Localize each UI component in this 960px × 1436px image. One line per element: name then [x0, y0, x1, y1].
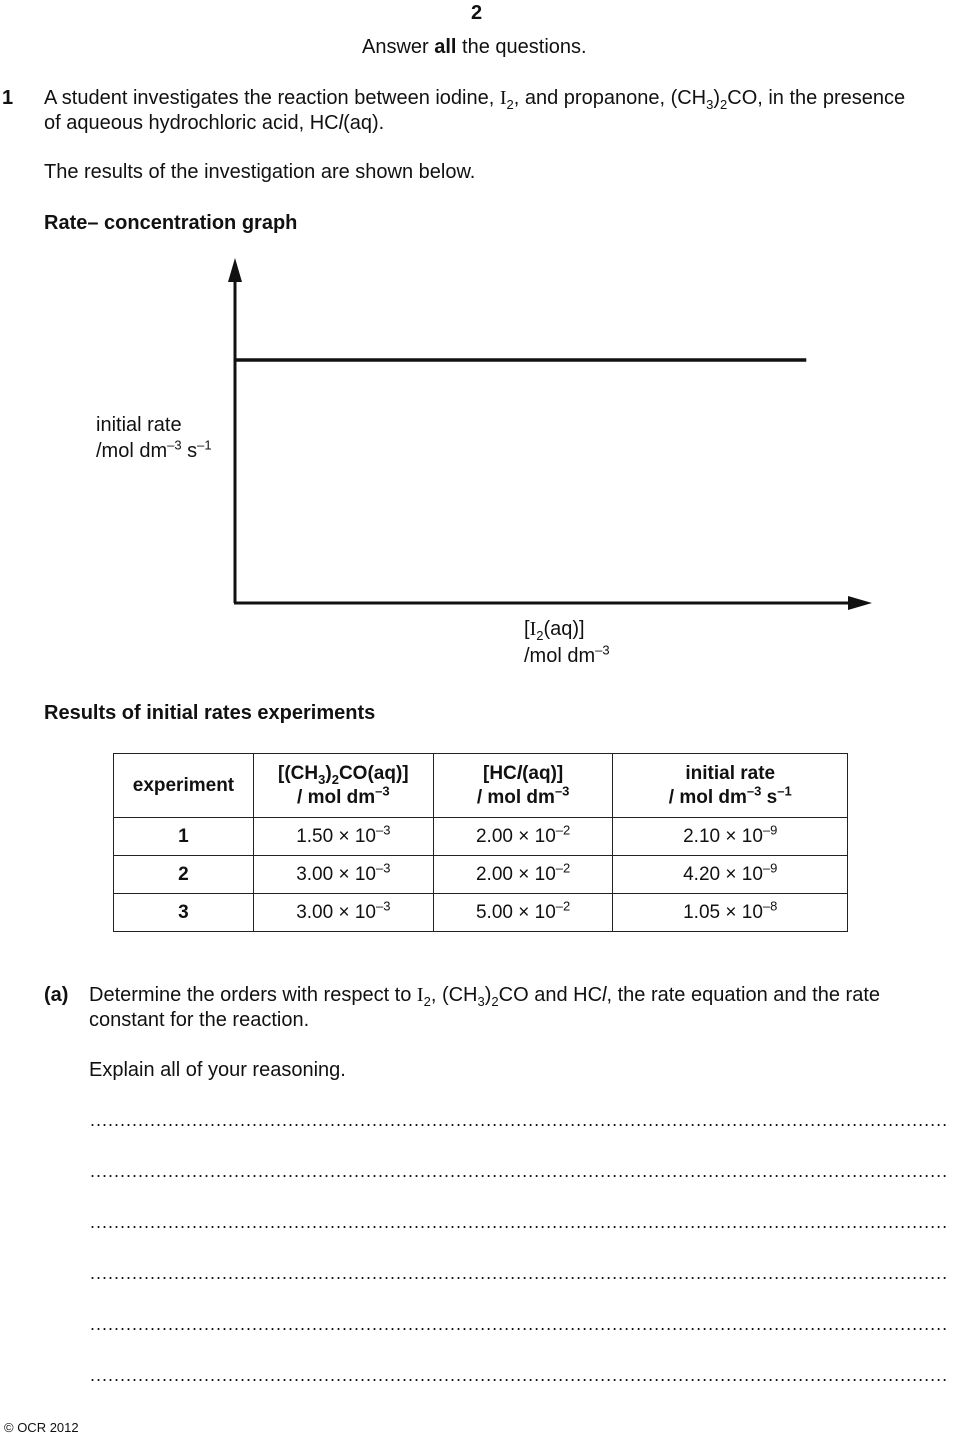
answer-line[interactable]: ............................................................................................................................................... [90, 1212, 949, 1232]
y-axis-label-line1: initial rate [96, 414, 182, 436]
question-text-line2: of aqueous hydrochloric acid, HCl(aq). [44, 112, 385, 134]
part-a-text-line2: constant for the reaction. [89, 1009, 310, 1031]
cell-rate: $2.10 \times 10^{-9}$ [613, 818, 848, 856]
answer-line[interactable]: ............................................................................................................................................... [90, 1365, 949, 1385]
instruction: Answer all the questions. [362, 36, 587, 58]
cell-experiment: 2 [114, 856, 254, 894]
cell-propanone: $3.00 \times 10^{-3}$ [253, 856, 433, 894]
answer-line[interactable]: ............................................................................................................................................... [90, 1314, 949, 1334]
answer-line[interactable]: ............................................................................................................................................... [90, 1110, 949, 1130]
header-experiment: experiment [114, 754, 254, 818]
answer-line[interactable]: ............................................................................................................................................... [90, 1263, 949, 1283]
x-axis-label-line1: $[I_2(aq)]$ [524, 618, 585, 643]
explain-instruction: Explain all of your reasoning. [89, 1059, 346, 1081]
cell-experiment: 1 [114, 818, 254, 856]
question-number: 1 [2, 87, 14, 109]
cell-hcl: $5.00 \times 10^{-2}$ [433, 894, 613, 932]
table-heading: Results of initial rates experiments [44, 702, 376, 724]
table-row [114, 818, 848, 856]
results-table [113, 753, 848, 932]
y-axis-label-line2: /mol $dm^{-3}$ $s^{-1}$ [96, 437, 212, 462]
x-axis-label-line2: /mol $dm^{-3}$ [524, 642, 610, 667]
answer-line[interactable]: ............................................................................................................................................... [90, 1161, 949, 1181]
cell-hcl: $2.00 \times 10^{-2}$ [433, 856, 613, 894]
header-hcl: [HCl(aq)] / mol $dm^{-3}$ [433, 754, 613, 818]
table-header-row [114, 754, 848, 818]
cell-rate: $1.05 \times 10^{-8}$ [613, 894, 848, 932]
cell-propanone: $1.50 \times 10^{-3}$ [253, 818, 433, 856]
rate-concentration-chart [0, 0, 960, 700]
question-text-line1: A student investigates the reaction between iodine, $I_2$, and propanone, $(CH_3)_2CO$, in the presence [44, 87, 906, 112]
table-row [114, 856, 848, 894]
cell-hcl: $2.00 \times 10^{-2}$ [433, 818, 613, 856]
part-label: (a) [44, 984, 69, 1006]
table-row [114, 894, 848, 932]
cell-propanone: $3.00 \times 10^{-3}$ [253, 894, 433, 932]
copyright-footer: © OCR 2012 [4, 1420, 79, 1435]
header-initial-rate: initial rate / mol $dm^{-3}$ $s^{-1}$ [613, 754, 848, 818]
cell-experiment: 3 [114, 894, 254, 932]
part-a-text-line1: Determine the orders with respect to $I_2$, $(CH_3)_2CO$ and HCl, the rate equation and the rate [89, 984, 881, 1009]
graph-heading: Rate– concentration graph [44, 212, 298, 234]
x-axis-arrow [848, 596, 872, 610]
page-number: 2 [471, 2, 483, 24]
header-propanone: $[(CH_3)_2CO(aq)]$ / mol $dm^{-3}$ [253, 754, 433, 818]
results-intro: The results of the investigation are shown below. [44, 161, 476, 183]
y-axis-arrow [228, 258, 242, 282]
cell-rate: $4.20 \times 10^{-9}$ [613, 856, 848, 894]
